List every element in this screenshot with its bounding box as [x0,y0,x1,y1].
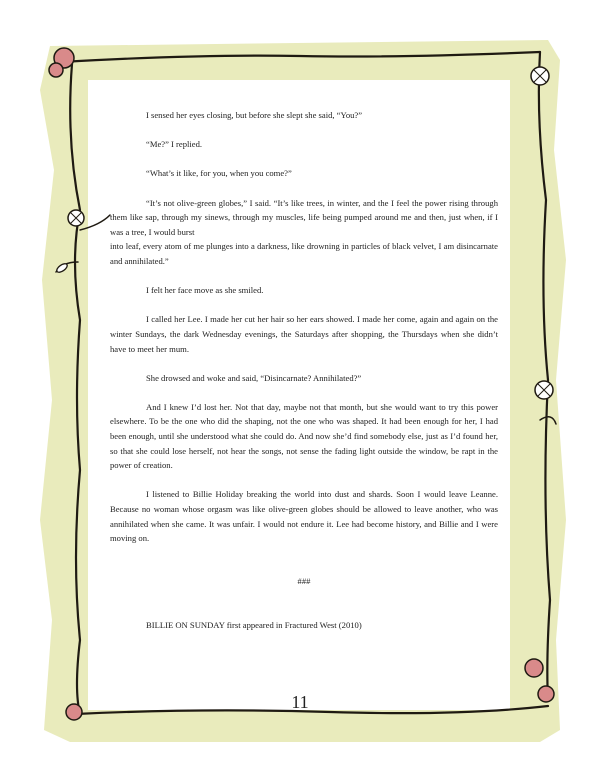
paragraph: I sensed her eyes closing, but before she slept she said, “You?” [146,110,363,120]
publication-credit: BILLIE ON SUNDAY first appeared in Fractured West (2010) [146,620,362,631]
paragraph: She drowsed and woke and said, “Disincarnate? Annihilated?” [146,372,362,383]
paragraph: I felt her face move as she smiled. [146,285,264,296]
flower-left-icon [68,210,84,226]
paragraph: “Me?” I replied. [146,139,203,150]
rose-right-icon [535,381,553,399]
paragraph: “It’s not olive-green globes,” I said. “It’s like trees, in winter, and the I feel the power rising through them like sap, through my sinews, through my muscles, life being pumped around me and then, just when, if I was a tree, I would burst [110,197,498,237]
rose-top-right-icon [531,67,549,85]
page-number: 11 [291,692,309,712]
paragraph: And I knew I’d lost her. Not that day, maybe not that month, but she would want to try this power elsewhere. To be the one who did the shaping, not the one who was shaped. It had been enough for her, I had been enough, until she understood what she could do. And now she’d find somebody else, just as I’d found her, so that she could lose herself, not hear the songs, not sense the fading light outside the window, be rapt in the power of creation. [110,401,498,471]
section-separator: ### [297,575,311,586]
paragraph: “What’s it like, for you, when you come?” [146,168,292,179]
story-text [110,108,498,648]
paragraph: I listened to Billie Holiday breaking the world into dust and shards. Soon I would leave Leanne. Because no woman whose orgasm was like olive-green globes should be allowed to leave another, who was annihilated when she came. It was unfair. I would not endure it. Lee had become history, and Billie and I were moving on. [110,489,498,544]
paragraph: I called her Lee. I made her cut her hair so her ears showed. I made her come, again and again on the winter Sundays, the dark Wednesday evenings, the Saturdays after shopping, the Thursdays when she didn’t have to meet her mum. [110,314,498,354]
paragraph: into leaf, every atom of me plunges into a darkness, like drowning in particles of black velvet, I am disincarnate and annihilated.” [110,241,498,266]
